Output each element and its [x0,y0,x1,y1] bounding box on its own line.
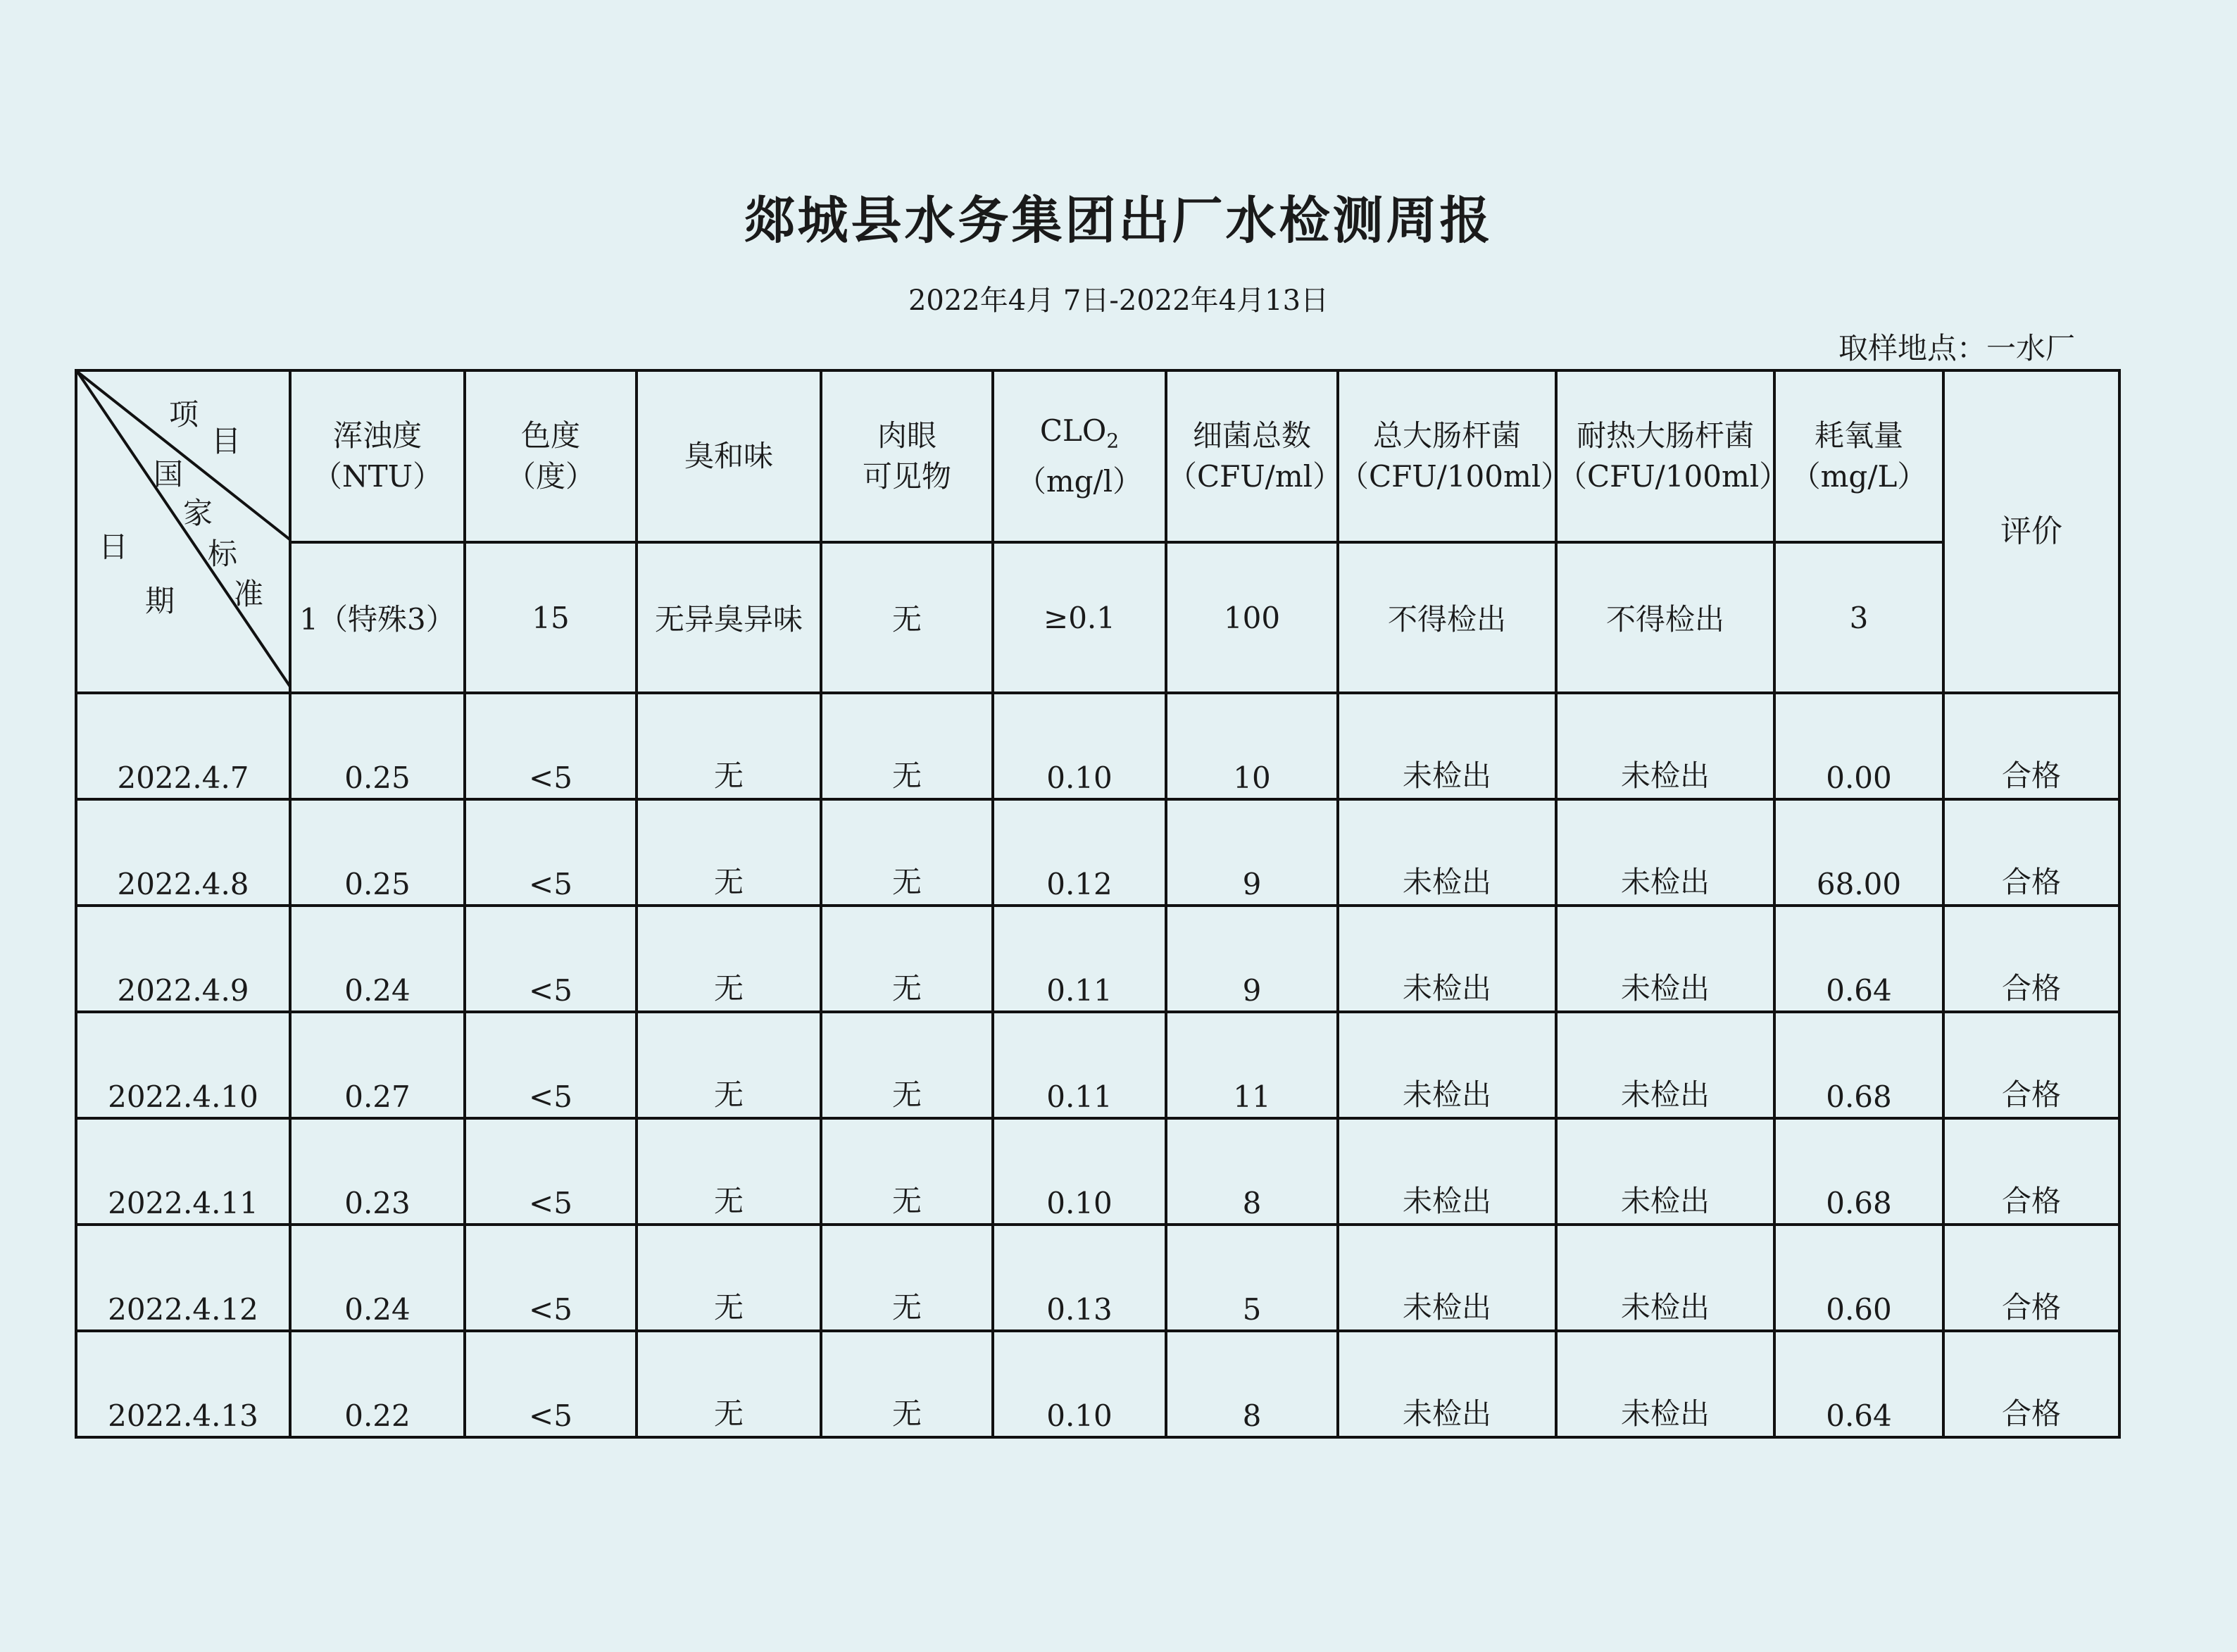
result-cell: 未检出 [1556,1225,1774,1331]
evaluation-cell: 合格 [1943,1012,2119,1118]
corner-standard-char: 国 [153,457,184,492]
result-cell: 0.10 [993,693,1166,799]
result-cell: 无 [637,1331,821,1437]
result-cell: 5 [1166,1225,1338,1331]
result-cell: 无 [637,1012,821,1118]
result-cell: 无 [821,1012,993,1118]
result-cell: 0.25 [290,799,465,906]
water-quality-table [75,369,2121,1439]
corner-date-char: 期 [145,584,175,618]
corner-standard-char: 准 [234,577,264,611]
date-cell: 2022.4.9 [76,906,290,1012]
report-title: 郯城县水务集团出厂水检测周报 [744,190,1493,250]
result-cell: 0.12 [993,799,1166,906]
column-name: 耐热大肠杆菌 [1576,418,1754,453]
result-cell: 0.13 [993,1225,1166,1331]
evaluation-cell: 合格 [1943,1225,2119,1331]
column-name: 臭和味 [684,439,773,473]
result-cell: 0.27 [290,1012,465,1118]
evaluation-header: 评价 [1943,370,2119,693]
result-cell: 8 [1166,1331,1338,1437]
column-unit: （度） [506,459,595,494]
result-cell: <5 [465,1225,637,1331]
result-cell: 未检出 [1556,1331,1774,1437]
column-header [1166,370,1343,542]
result-cell: 0.00 [1774,693,1943,799]
result-cell: 无 [821,1118,993,1225]
result-cell: 未检出 [1338,906,1556,1012]
column-unit: （mg/l） [1016,464,1143,499]
result-cell: 未检出 [1556,906,1774,1012]
result-cell: 0.25 [290,693,465,799]
standard-value: 无异臭异味 [637,542,821,693]
table-row [76,1225,2119,1331]
column-unit: （NTU） [312,459,443,494]
date-cell: 2022.4.13 [76,1331,290,1437]
result-cell: 无 [821,693,993,799]
result-cell: 无 [821,799,993,906]
result-cell: 无 [637,799,821,906]
date-cell: 2022.4.7 [76,693,290,799]
result-cell: 9 [1166,906,1338,1012]
result-cell: 未检出 [1338,1331,1556,1437]
standard-value: 无 [821,542,993,693]
result-cell: 0.10 [993,1331,1166,1437]
standard-value: 不得检出 [1338,542,1556,693]
report-period: 2022年4月 7日-2022年4月13日 [908,284,1329,317]
evaluation-cell: 合格 [1943,799,2119,906]
column-unit: （CFU/100ml） [1339,459,1571,494]
sampling-site: 取样地点：一水厂 [1838,331,2075,365]
standard-value: 15 [465,542,637,693]
column-header [993,370,1166,542]
column-unit: 可见物 [862,459,951,494]
result-cell: 0.11 [993,906,1166,1012]
result-cell: 未检出 [1556,1118,1774,1225]
result-cell: 0.60 [1774,1225,1943,1331]
column-name: 色度 [520,418,580,453]
corner-standard-char: 标 [208,537,238,571]
result-cell: 未检出 [1556,799,1774,906]
column-name: CLO [1039,413,1107,448]
result-cell: 无 [637,906,821,1012]
standard-value: 100 [1166,542,1338,693]
corner-header-cell [76,370,290,693]
table-row [76,906,2119,1012]
column-header [1556,370,1789,542]
result-cell: 未检出 [1556,1012,1774,1118]
column-name: 细菌总数 [1192,418,1311,453]
standard-value: ≥0.1 [993,542,1166,693]
result-cell: 0.68 [1774,1012,1943,1118]
column-header [465,370,637,542]
result-cell: <5 [465,1118,637,1225]
corner-standard-char: 家 [183,496,213,530]
result-cell: 无 [637,1118,821,1225]
table-row [76,1331,2119,1437]
column-name: 耗氧量 [1814,418,1903,453]
column-header [1774,370,1943,542]
evaluation-cell: 合格 [1943,693,2119,799]
column-name: 浑浊度 [332,418,422,453]
result-cell: 11 [1166,1012,1338,1118]
date-cell: 2022.4.12 [76,1225,290,1331]
column-header [637,370,821,542]
column-unit: （CFU/100ml） [1558,459,1789,494]
column-unit: （CFU/ml） [1167,459,1343,494]
table-row [76,693,2119,799]
result-cell: 0.64 [1774,1331,1943,1437]
result-cell: 无 [821,1225,993,1331]
result-cell: <5 [465,1331,637,1437]
table-row [76,799,2119,906]
date-cell: 2022.4.10 [76,1012,290,1118]
result-cell: 未检出 [1556,693,1774,799]
date-cell: 2022.4.11 [76,1118,290,1225]
result-cell: 无 [821,906,993,1012]
column-header [821,370,993,542]
result-cell: 无 [821,1331,993,1437]
result-cell: 未检出 [1338,1012,1556,1118]
result-cell: 0.24 [290,906,465,1012]
table-row [76,1012,2119,1118]
standard-value: 1（特殊3） [290,542,465,693]
result-cell: 未检出 [1338,799,1556,906]
result-cell: <5 [465,906,637,1012]
column-header [1338,370,1571,542]
result-cell: 无 [637,693,821,799]
column-name: 总大肠杆菌 [1372,418,1521,453]
column-name: 肉眼 [877,418,936,453]
result-cell: <5 [465,799,637,906]
corner-date-char: 日 [99,530,129,564]
standard-value: 不得检出 [1556,542,1774,693]
result-cell: 8 [1166,1118,1338,1225]
result-cell: 0.22 [290,1331,465,1437]
result-cell: 68.00 [1774,799,1943,906]
evaluation-cell: 合格 [1943,1331,2119,1437]
result-cell: 0.23 [290,1118,465,1225]
result-cell: 0.64 [1774,906,1943,1012]
column-name-subscript: 2 [1106,429,1120,453]
evaluation-cell: 合格 [1943,1118,2119,1225]
result-cell: 9 [1166,799,1338,906]
result-cell: 未检出 [1338,693,1556,799]
result-cell: 未检出 [1338,1225,1556,1331]
result-cell: <5 [465,693,637,799]
result-cell: <5 [465,1012,637,1118]
result-cell: 0.68 [1774,1118,1943,1225]
column-unit: （mg/L） [1791,459,1927,494]
result-cell: 0.11 [993,1012,1166,1118]
corner-item-char: 目 [211,424,242,458]
result-cell: 10 [1166,693,1338,799]
table-row [76,1118,2119,1225]
result-cell: 未检出 [1338,1118,1556,1225]
evaluation-cell: 合格 [1943,906,2119,1012]
result-cell: 无 [637,1225,821,1331]
result-cell: 0.24 [290,1225,465,1331]
standard-value: 3 [1774,542,1943,693]
date-cell: 2022.4.8 [76,799,290,906]
corner-item-char: 项 [169,397,199,432]
result-cell: 0.10 [993,1118,1166,1225]
column-header [290,370,465,542]
